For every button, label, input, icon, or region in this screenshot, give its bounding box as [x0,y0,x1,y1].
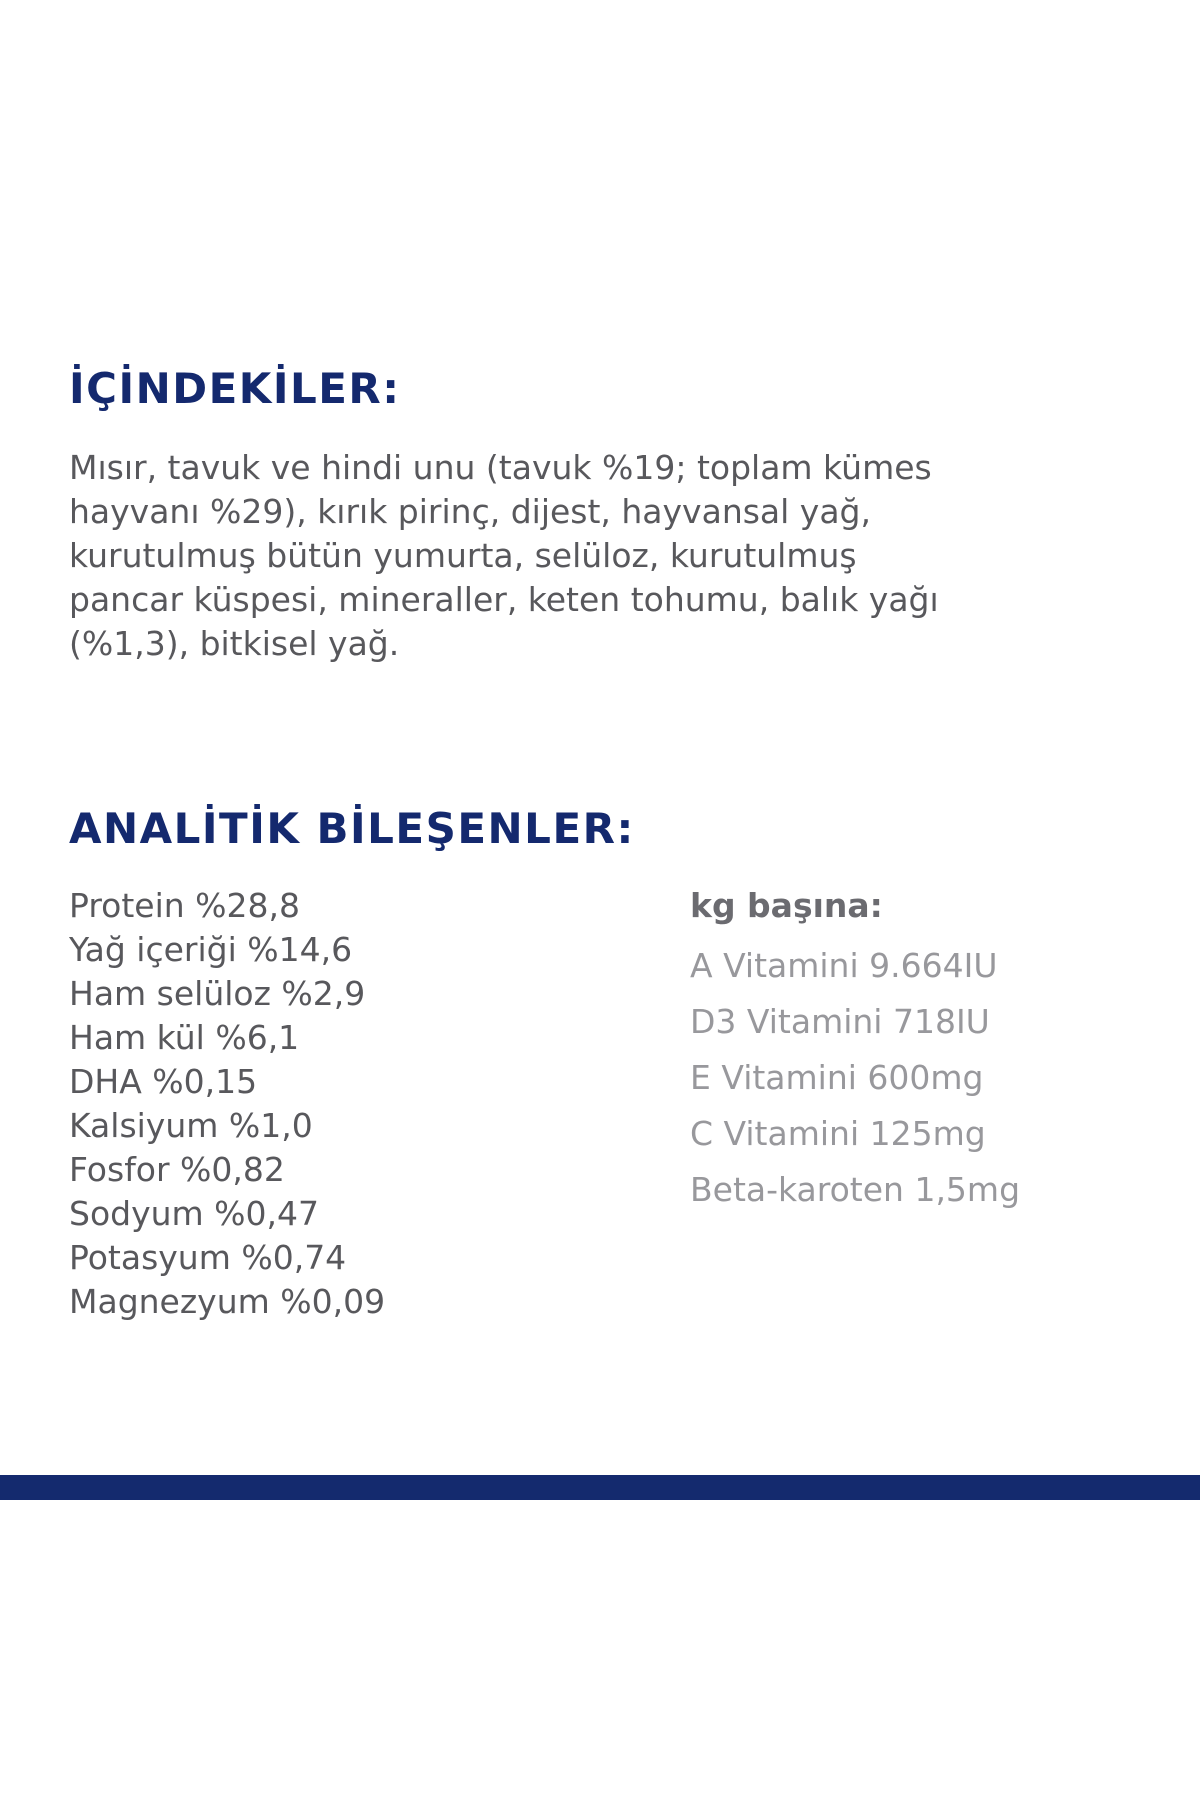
analytics-item-dha: DHA %0,15 [69,1062,258,1101]
analytics-item-phosphorus: Fosfor %0,82 [69,1150,285,1189]
ingredients-line: (%1,3), bitkisel yağ. [69,624,400,663]
analytics-item-magnesium: Magnezyum %0,09 [69,1282,386,1321]
vitamin-item-c: C Vitamini 125mg [690,1114,986,1153]
vitamin-column [690,884,1020,1218]
vitamin-item-d3: D3 Vitamini 718IU [690,1002,990,1041]
vitamin-list [690,938,1020,1218]
ingredients-heading: İÇİNDEKİLER: [69,364,401,413]
analytics-item-ash: Ham kül %6,1 [69,1018,300,1057]
ingredients-line: pancar küspesi, mineraller, keten tohumu, balık yağı [69,580,939,619]
analytics-item-fat: Yağ içeriği %14,6 [69,930,353,969]
analytics-heading: ANALİTİK BİLEŞENLER: [69,804,635,853]
analytics-item-sodium: Sodyum %0,47 [69,1194,319,1233]
ingredients-text [69,446,1169,666]
ingredients-line: kurutulmuş bütün yumurta, selüloz, kurutulmuş [69,536,857,575]
analytics-list [69,884,385,1324]
footer-divider-bar [0,1475,1200,1500]
analytics-item-potassium: Potasyum %0,74 [69,1238,347,1277]
analytics-item-protein: Protein %28,8 [69,886,300,925]
ingredients-line: hayvanı %29), kırık pirinç, dijest, hayvansal yağ, [69,492,871,531]
analytics-item-calcium: Kalsiyum %1,0 [69,1106,313,1145]
vitamin-item-a: A Vitamini 9.664IU [690,946,998,985]
ingredients-line: Mısır, tavuk ve hindi unu (tavuk %19; toplam kümes [69,448,932,487]
per-kg-label: kg başına: [690,886,883,925]
vitamin-item-beta-carotene: Beta-karoten 1,5mg [690,1170,1021,1209]
vitamin-item-e: E Vitamini 600mg [690,1058,984,1097]
analytics-item-fiber: Ham selüloz %2,9 [69,974,366,1013]
